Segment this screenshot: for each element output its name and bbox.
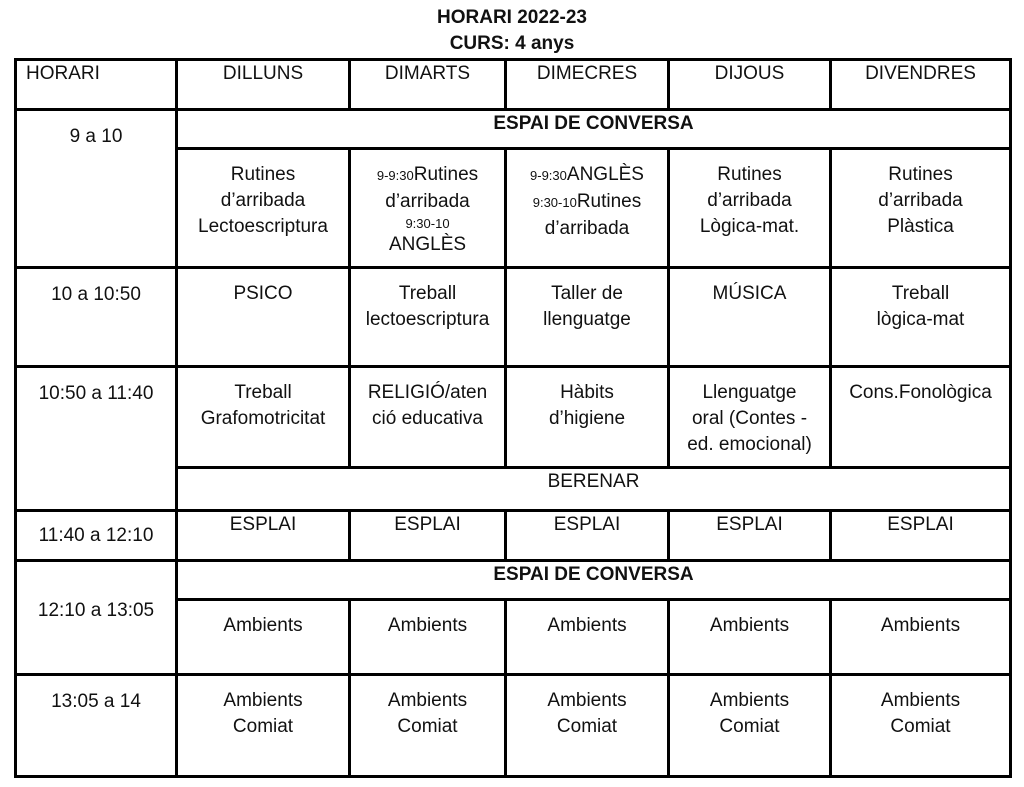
cell-divendres-1050: Cons.Fonològica (831, 367, 1011, 468)
table-row (16, 110, 1011, 149)
cell-dilluns-1050: Treball Grafomotricitat (177, 367, 350, 468)
schedule-title: HORARI 2022-23 (437, 7, 587, 28)
cell-dimarts-1050: RELIGIÓ/aten ció educativa (350, 367, 506, 468)
cell-dimecres-1050: Hàbits d’higiene (506, 367, 669, 468)
cell-dimarts-1210: Ambients (350, 600, 506, 675)
berenar-band: BERENAR (177, 468, 1011, 511)
time-slot-1210-1305: 12:10 a 13:05 (16, 561, 177, 675)
cell-dimarts-10: Treball lectoescriptura (350, 268, 506, 367)
cell-dimecres-10: Taller de llenguatge (506, 268, 669, 367)
cell-divendres-9: Rutines d’arribada Plàstica (831, 149, 1011, 268)
cell-dijous-9: Rutines d’arribada Lògica-mat. (669, 149, 831, 268)
header-day-dimarts: DIMARTS (350, 60, 506, 110)
cell-dimecres-9: 9-9:30ANGLÈS 9:30-10Rutines d’arribada (506, 149, 669, 268)
time-slot-9-10: 9 a 10 (16, 110, 177, 268)
cell-dimecres-1210: Ambients (506, 600, 669, 675)
header-day-dimecres: DIMECRES (506, 60, 669, 110)
header-day-divendres: DIVENDRES (831, 60, 1011, 110)
schedule-subtitle: CURS: 4 anys (449, 33, 575, 54)
table-row (16, 268, 1011, 367)
schedule-table (14, 58, 1012, 778)
header-row (16, 60, 1011, 110)
cell-dijous-1050: Llenguatge oral (Contes - ed. emocional) (669, 367, 831, 468)
time-slot-1140-1210: 11:40 a 12:10 (16, 511, 177, 561)
header-day-dilluns: DILLUNS (177, 60, 350, 110)
cell-dijous-1210: Ambients (669, 600, 831, 675)
espai-conversa-band-2: ESPAI DE CONVERSA (177, 561, 1011, 600)
cell-divendres-1305: Ambients Comiat (831, 675, 1011, 777)
espai-conversa-band: ESPAI DE CONVERSA (177, 110, 1011, 149)
time-slot-1305-14: 13:05 a 14 (16, 675, 177, 777)
cell-dimarts-9: 9-9:30Rutines d’arribada 9:30-10 ANGLÈS (350, 149, 506, 268)
cell-esplai-dijous: ESPLAI (669, 511, 831, 561)
cell-dilluns-1305: Ambients Comiat (177, 675, 350, 777)
table-row (16, 675, 1011, 777)
cell-dilluns-1210: Ambients (177, 600, 350, 675)
table-row (16, 367, 1011, 468)
header-day-dijous: DIJOUS (669, 60, 831, 110)
cell-esplai-dimecres: ESPLAI (506, 511, 669, 561)
table-row (16, 511, 1011, 561)
cell-esplai-divendres: ESPLAI (831, 511, 1011, 561)
cell-esplai-dilluns: ESPLAI (177, 511, 350, 561)
cell-dijous-1305: Ambients Comiat (669, 675, 831, 777)
cell-divendres-10: Treball lògica-mat (831, 268, 1011, 367)
time-slot-10-1050: 10 a 10:50 (16, 268, 177, 367)
table-row (16, 561, 1011, 600)
cell-dilluns-9: Rutines d’arribada Lectoescriptura (177, 149, 350, 268)
header-horari: HORARI (16, 60, 177, 110)
cell-dijous-10: MÚSICA (669, 268, 831, 367)
cell-dimarts-1305: Ambients Comiat (350, 675, 506, 777)
cell-divendres-1210: Ambients (831, 600, 1011, 675)
time-slot-1050-1140: 10:50 a 11:40 (16, 367, 177, 511)
cell-esplai-dimarts: ESPLAI (350, 511, 506, 561)
cell-dimecres-1305: Ambients Comiat (506, 675, 669, 777)
cell-dilluns-10: PSICO (177, 268, 350, 367)
